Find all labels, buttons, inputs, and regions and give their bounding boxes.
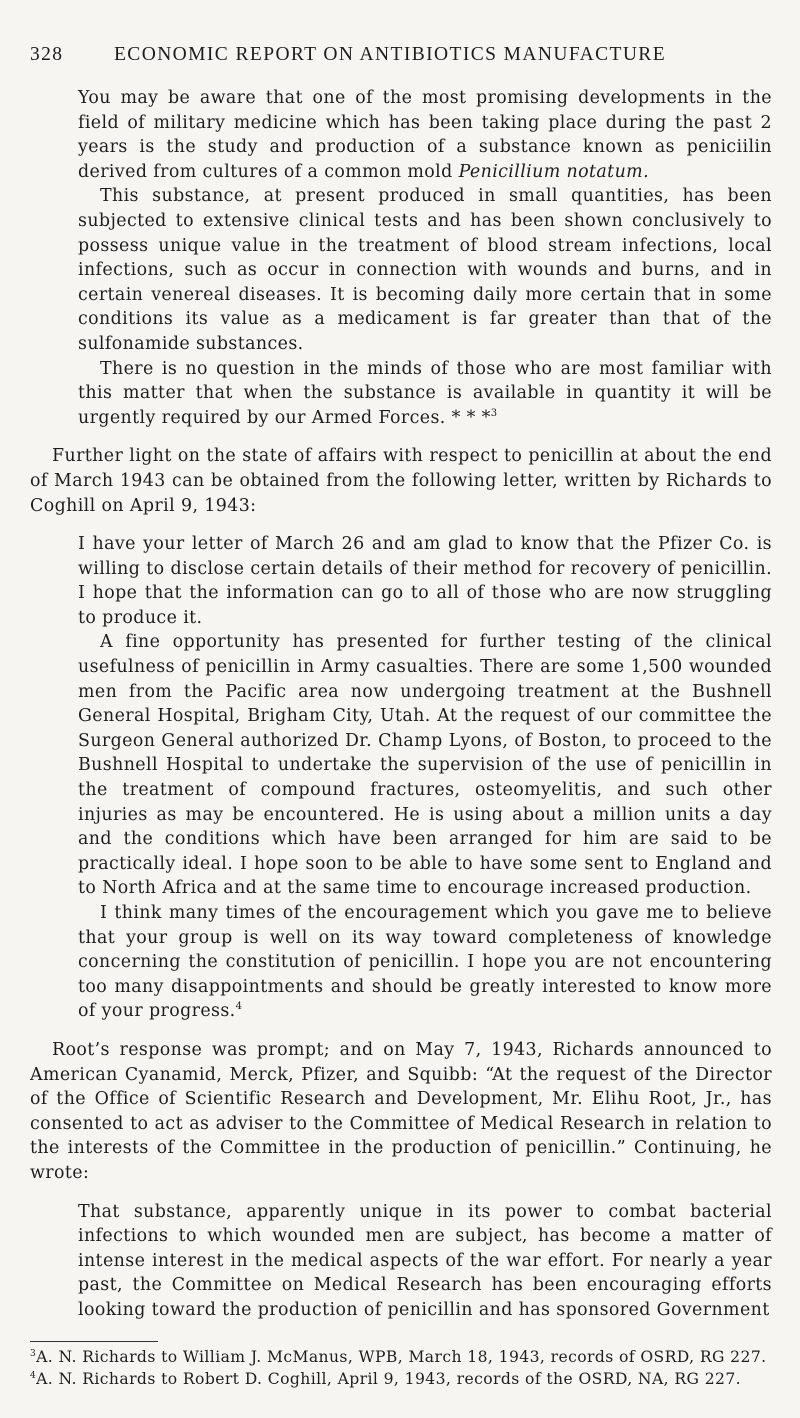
narrative-1: [30, 444, 772, 518]
body-paragraph: Root’s response was prompt; and on May 7, 1943, Richards announced to American Cyanamid, Merck, Pfizer, and Squibb: “At the request of the Director of the Office of Scientific Research and Development, Mr. Elihu Root, Jr., has consented to act as adviser to the Committee of Medical Research in relation to the interests of the Committee in the production of penicillin.” Continuing, he wrote:: [30, 1039, 772, 1183]
block-quote-1: [30, 86, 772, 430]
page-body: [30, 86, 772, 1390]
footnote: $^3$A. N. Richards to William J. McManus, WPB, March 18, 1943, records of OSRD, RG 227.: [30, 1347, 767, 1366]
quote-paragraph: There is no question in the minds of those who are most familiar with this matter that when the substance is available in quantity it will be urgently required by our Armed Forces. * * *$^3$: [78, 358, 772, 428]
italic-species-name: Penicillium notatum.: [458, 161, 649, 182]
page-number: 328: [30, 44, 64, 65]
quote-paragraph: That substance, apparently unique in its power to combat bacterial infections to which wounded men are subject, has become a matter of intense interest in the medical aspects of the war effort. For nearly a year past, the Committee on Medical Research has been encouraging efforts looking toward the production of penicillin and has sponsored Government: [78, 1201, 772, 1320]
running-header: [30, 44, 772, 66]
footnote-mark: 4: [30, 1370, 37, 1381]
quote-paragraph: You may be aware that one of the most promising developments in the field of military medicine which has been taking place during the past 2 years is the study and production of a substance known as peniciilin derived from cultures of a common mold Penicillium notatum.: [78, 88, 772, 182]
quote-paragraph: This substance, at present produced in small quantities, has been subjected to extensive clinical tests and has been shown conclusively to possess unique value in the treatment of blood stream infections, local infections, such as occur in connection with wounds and burns, and in certain venereal diseases. It is becoming daily more certain that in some conditions its value as a medicament is far greater than that of the sulfonamide substances.: [78, 186, 772, 354]
footnotes: [30, 1346, 772, 1390]
block-quote-2: [30, 532, 772, 1024]
footnote-mark: 3: [30, 1348, 37, 1359]
body-paragraph: Further light on the state of affairs with respect to penicillin at about the end of March 1943 can be obtained from the following letter, written by Richards to Coghill on April 9, 1943:: [30, 446, 772, 516]
narrative-2: [30, 1038, 772, 1186]
footnote-divider: [30, 1341, 158, 1342]
quote-paragraph: I have your letter of March 26 and am glad to know that the Pfizer Co. is willing to disclose certain details of their method for recovery of penicillin. I hope that the information can go to all of those who are now struggling to produce it.: [78, 534, 772, 628]
quote-paragraph: I think many times of the encouragement which you gave me to believe that your group is well on its way toward completeness of knowledge concerning the constitution of penicillin. I hope you are not encountering too many disappointments and should be greatly interested to know more of your progress.$^4$: [78, 903, 772, 1022]
footnote-marker: 3: [490, 407, 498, 419]
quote-paragraph: A fine opportunity has presented for further testing of the clinical usefulness of penicillin in Army casualties. There are some 1,500 wounded men from the Pacific area now undergoing treatment at the Bushnell General Hospital, Brigham City, Utah. At the request of our committee the Surgeon General authorized Dr. Champ Lyons, of Boston, to proceed to the Bushnell Hospital to undertake the supervision of the use of penicillin in the treatment of compound fractures, osteomyelitis, and such other injuries as may be encountered. He is using about a million units a day and the conditions which have been arranged for him are said to be practically ideal. I hope soon to be able to have some sent to England and to North Africa and at the same time to encourage increased production.: [78, 632, 772, 899]
footnote-marker: 4: [235, 1001, 243, 1013]
block-quote-3: [30, 1200, 772, 1323]
running-title: ECONOMIC REPORT ON ANTIBIOTICS MANUFACTURE: [114, 44, 667, 65]
footnote: $^4$A. N. Richards to Robert D. Coghill, April 9, 1943, records of the OSRD, NA, RG 227.: [30, 1369, 742, 1388]
